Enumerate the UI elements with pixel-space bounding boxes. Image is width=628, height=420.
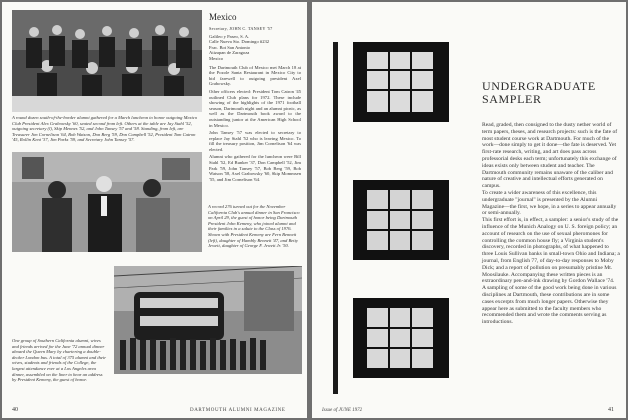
mexico-paragraph: Alumni who gathered for the luncheon were Bill Stahl '52, Ed Bunker '37, Don Campbell '52, Jim Park '59, John Tansey '57, Bob Berg '59, Bob Watson '58, Axel Grabowsky '60, Skip Mommsen '55, and Jim Cornelison '64. [209, 154, 301, 182]
caption-bus-photo: One group of Southern California alumni, wives and friends arrived for the June '72 annual dinner aboard the Queen Mary by chartering a double-decker London bus. A total of 375 alumni and their wives, students and friends of the College, the largest attendance ever at a Los Angeles area dinner, assembled on the liner to hear an address by President Kemeny, the guest of honor. [12, 338, 106, 383]
headline-line: UNDERGRADUATE [482, 79, 596, 93]
photo-bus-queen-mary [114, 266, 302, 374]
mexico-paragraph: Other officers elected: President Tom Catron '45 outlined Club plans for 1972. These include showing of the highlights of the 1971 football season, Dartmouth night and an alumni picnic, as well as the Dartmouth book award to the outstanding junior at the American High School in Mexico. [209, 88, 301, 128]
article-paragraph: This first effort is, in effect, a sampler: a senior's study of the influence of the Munich Analogy on U. S. foreign policy; an account of research on the use of sexual pheromones for controlling the common house fly; a Virginia student's discovery, recorded in photographs, of what happened to three Louis Sullivan banks in small-town Ohio and Indiana; a journal, from English 77, of day-to-day responses to Moby Dick; and a report of pollution on presumably pristine Mt. Moosilauke. Accompanying these written pieces is an extraordinary pen-and-ink drawing by Gordon Wallace '74. [482, 217, 620, 285]
mexico-paragraph: The Dartmouth Club of Mexico met March 18 at the Pozole Santa Restaurant in Mexico City to bid farewell to outgoing president Axel Grabowsky. [209, 64, 301, 87]
magazine-name-footer: DARTMOUTH ALUMNI MAGAZINE [190, 408, 286, 413]
right-page [312, 2, 626, 418]
section-title-mexico: Mexico [209, 12, 237, 22]
article-paragraph: Read, graded, then consigned to the dusty nether world of term papers, theses, and research projects: such is the fate of most student course work at Dartmouth. For much of the work—done simply to get it done—the fate is deserved. Yet first-rate research, writing, and art does pass across professorial desks each term; unfortunately this exchange of ideas exists only between student and teacher. The Dartmouth community remains unaware of the caliber and nature of creative and intellectual efforts generated on campus. [482, 122, 618, 190]
address-line: Atizapan de Zaragoza [209, 50, 250, 56]
mexico-paragraph: John Tansey '57 was elected to secretary to replace Jay Stahl '52 who is leaving Mexico. To fill the treasury position, Jim Cornelison '64 was elected. [209, 130, 301, 152]
article-paragraph: A sampling of some of the good work being done in various disciplines at Dartmouth, these contributions are in some cases excerpts from much longer papers. Otherwise they appear here as submitted to the faculty members who recommended them and wrote the comments serving as introductions. [482, 285, 617, 326]
page-number-right: 41 [608, 407, 614, 413]
address-line: Frac. Bot San Antonio [209, 44, 251, 50]
address-line: Galileo y Paseo, S. A. [209, 33, 250, 39]
headline-line: SAMPLER [482, 92, 542, 106]
decorative-strip [333, 42, 338, 394]
article-body [482, 122, 620, 326]
secretary-address [209, 34, 301, 62]
window-photo-top [353, 42, 449, 122]
article-paragraph: To create a wider awareness of this excellence, this undergraduate "journal" is presented by the Alumni Magazine—the first, we hope, in a series to appear annually or semi-annually. [482, 189, 617, 217]
caption-mexico-photo: A round dozen south-of-the-border alumni gathered for a March luncheon to honor outgoing Mexico Club President Alex Grabowsky '60, seated second from left. Others at the table are Jay Stahl '52, outgoing secretary (l), Skip Mennes '52, and John Tansey '57 and '58. Standing, from left, are Treasurer Jim Cornelison '64, Bob Watson, Don Berg '59, Don Campbell '52, President Tom Catron '45, Rollin Kent '37, Jim Parks '59, and Secretary John Tansey '57. [12, 115, 198, 143]
caption-kemeny-photo: A record 276 turned out for the November California Club's annual dinner in San Francisco on April 29, the guest of honor being Dartmouth President John Kemeny, who joined alumni and their families in a salute to the Class of 1976. Shown with President Kemeny are Fern Bennett (left), daughter of Hambly Bennett '47, and Betty Jewett, daughter of George F. Jewett Jr. '50. [208, 204, 300, 249]
photo-mexico-luncheon [12, 10, 202, 112]
article-headline [482, 80, 596, 106]
window-photo-middle [353, 180, 449, 260]
left-page [2, 2, 307, 418]
window-photo-bottom [353, 298, 449, 378]
mexico-column [209, 26, 301, 184]
address-line: Calle Nueva Sto. Domingo #232 [209, 39, 270, 45]
address-line: Mexico [209, 55, 224, 61]
secretary-byline: Secretary, JOHN C. TANSEY '57 [209, 26, 273, 31]
issue-date-footer: Issue of JUNE 1972 [322, 408, 363, 413]
page-number-left: 40 [12, 407, 18, 413]
photo-kemeny-with-guests [12, 152, 202, 252]
